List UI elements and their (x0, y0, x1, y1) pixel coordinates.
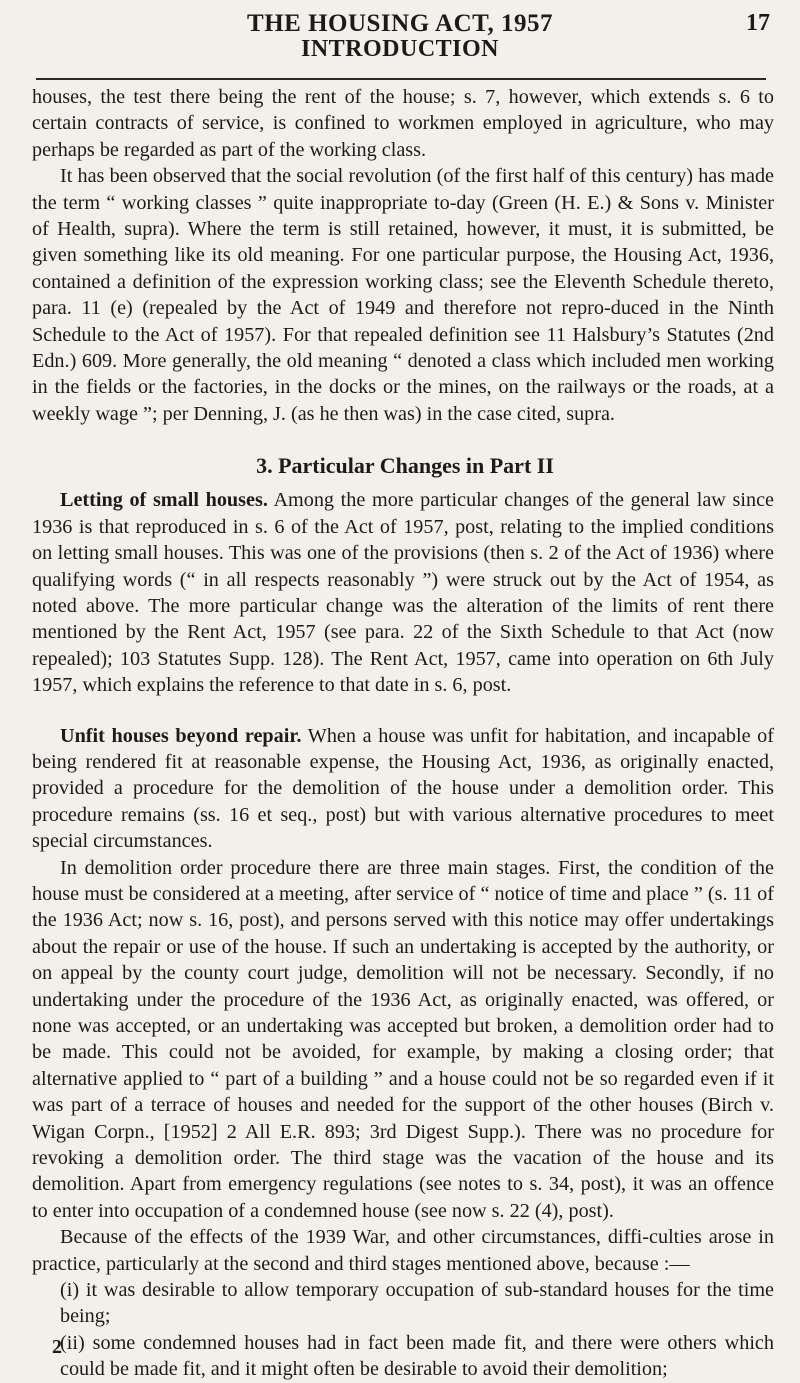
paragraph-unfit (32, 723, 774, 855)
spacer (32, 699, 774, 723)
run-in-heading: Letting of small houses. (60, 489, 268, 512)
page-header (0, 4, 800, 64)
paragraph-text: Among the more particular changes of the general law since 1936 is that reproduced in s. 6 of the Act of 1957, post, relating to the implied conditions on letting small houses. This was one of the provisions (then s. 2 of the Act of 1936) where qualifying words (“ in all respects reasonably ”) were struck out by the Act of 1954, as noted above. The more particular change was the alteration of the limits of rent there mentioned by the Rent Act, 1957 (see para. 22 of the Sixth Schedule to that Act (now repealed); 103 Statutes Supp. 128). The Rent Act, 1957, came into operation on 6th July 1957, which explains the reference to that date in s. 6, post. (32, 489, 774, 697)
header-rule (36, 78, 766, 80)
signature-mark: 2 (52, 1336, 62, 1358)
spacer (32, 427, 774, 451)
running-title: THE HOUSING ACT, 1957 (247, 10, 553, 37)
run-in-heading: Unfit houses beyond repair. (60, 724, 302, 747)
section-heading: 3. Particular Changes in Part II (256, 453, 554, 479)
paragraph-letting (32, 487, 774, 698)
paragraph-difficulties: Because of the effects of the 1939 War, and other circumstances, diffi-culties arose in practice, particularly at the second and third stages mentioned above, because :— (32, 1226, 774, 1275)
section-title: INTRODUCTION (300, 36, 500, 62)
paragraph-2: It has been observed that the social revolution (of the first half of this century) has made the term “ working classes ” quite inappropriate to-day (Green (H. E.) & Sons v. Minister of Health, supra). Where the term is still retained, however, it must, it is submitted, be given something like its old meaning. For one particular purpose, the Housing Act, 1936, contained a definition of the expression working class; see the Eleventh Schedule thereto, para. 11 (e) (repealed by the Act of 1949 and therefore not repro-duced in the Ninth Schedule to the Act of 1957). For that repealed definition see 11 Halsbury’s Statutes (2nd Edn.) 609. More generally, the old meaning “ denoted a class which included men working in the fields or the factories, in the docks or the mines, on the railways or the roads, at a weekly wage ”; per Denning, J. (as he then was) in the case cited, supra. (32, 165, 774, 425)
list-item: (ii) some condemned houses had in fact been made fit, and there were others which could be made fit, and it might often be desirable to avoid their demolition; (60, 1331, 774, 1381)
body-text (32, 84, 774, 1383)
list-item: (i) it was desirable to allow temporary occupation of sub-standard houses for the time being; (60, 1279, 774, 1328)
paragraph-1: houses, the test there being the rent of the house; s. 7, however, which extends s. 6 to certain contracts of service, is confined to workmen employed in agriculture, who may perhaps be regarded as part of the working class. (32, 86, 774, 161)
page-number: 17 (746, 10, 770, 36)
paragraph-text: When a house was unfit for habitation, and incapable of being rendered fit at reasonable expense, the Housing Act, 1936, as originally enacted, provided a procedure for the demolition of the house under a demolition order. This procedure remains (ss. 16 et seq., post) but with various alternative procedures to meet special circumstances. (32, 724, 774, 853)
paragraph-stages: In demolition order procedure there are three main stages. First, the condition of the house must be considered at a meeting, after service of “ notice of time and place ” (s. 11 of the 1936 Act; now s. 16, post), and persons served with this notice may offer undertakings about the repair or use of the house. If such an undertaking is accepted by the authority, or on appeal by the county court judge, demolition will not be necessary. Secondly, if no undertaking under the procedure of the 1936 Act, as originally enacted, was offered, or none was accepted, or an undertaking was accepted but broken, a demolition order had to be made. This could not be avoided, for example, by making a closing order; that alternative applied to “ part of a building ” and a house could not be so regarded even if it was part of a terrace of houses and needed for the support of the other houses (Birch v. Wigan Corpn., [1952] 2 All E.R. 893; 3rd Digest Supp.). There was no procedure for revoking a demolition order. The third stage was the vacation of the house and its demolition. Apart from emergency regulations (see notes to s. 34, post), it was an offence to enter into occupation of a condemned house (see now s. 22 (4), post). (32, 856, 774, 1222)
